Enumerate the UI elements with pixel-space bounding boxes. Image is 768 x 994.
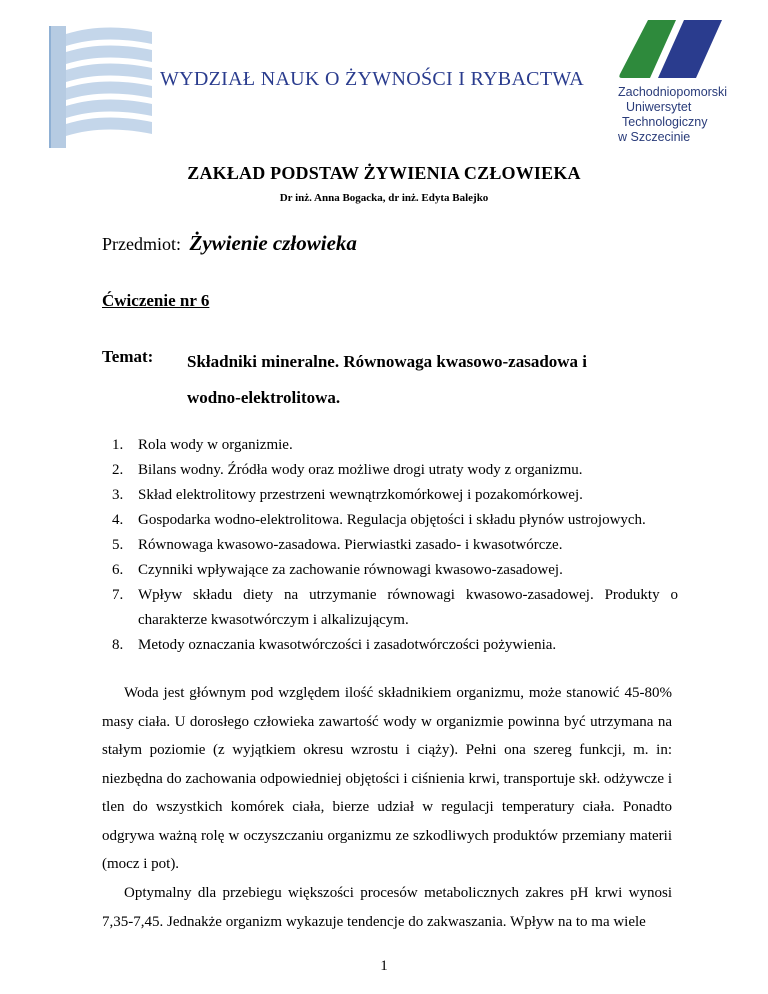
list-item bbox=[112, 483, 678, 508]
list-item bbox=[112, 633, 678, 658]
topic-list bbox=[112, 433, 678, 658]
list-item-text: Bilans wodny. Źródła wody oraz możliwe drogi utraty wody z organizmu. bbox=[138, 462, 583, 478]
list-item-text: Gospodarka wodno-elektrolitowa. Regulacja objętości i składu płynów ustrojowych. bbox=[138, 512, 646, 528]
list-item bbox=[112, 508, 678, 533]
university-line: Zachodniopomorski bbox=[618, 85, 728, 99]
list-item bbox=[112, 458, 678, 483]
list-item-text: Rola wody w organizmie. bbox=[138, 437, 293, 453]
topic-text bbox=[187, 344, 657, 416]
list-item-number: 7. bbox=[112, 587, 124, 603]
list-item-number: 4. bbox=[112, 512, 124, 528]
list-item-number: 3. bbox=[112, 487, 124, 503]
topic-label: Temat: bbox=[102, 347, 154, 366]
university-name bbox=[618, 85, 758, 145]
university-line: Technologiczny bbox=[622, 115, 708, 129]
body-paragraph: Woda jest głównym pod względem ilość składnikiem organizmu, może stanowić 45-80% masy ciała. U dorosłego człowieka zawartość wody w organizmie powinna być utrzymana na stałym poziomie (z wyjątkiem okresu wzrostu i ciąży). Pełni ona szereg funkcji, m. in: niezbędna do zachowania odpowiedniej objętości i ciśnienia krwi, transportuje skł. odżywcze i tlen do wszystkich komórek ciała, bierze udział w regulacji temperatury ciała. Ponadto odgrywa ważną rolę w oczyszczaniu organizmu ze szkodliwych produktów przemiany materii (mocz i pot). bbox=[102, 685, 672, 872]
topic-line: wodno-elektrolitowa. bbox=[187, 388, 341, 407]
subject-value: Żywienie człowieka bbox=[189, 231, 357, 255]
department-title: ZAKŁAD PODSTAW ŻYWIENIA CZŁOWIEKA bbox=[187, 163, 581, 183]
faculty-name: WYDZIAŁ NAUK O ŻYWNOŚCI I RYBACTWA bbox=[160, 68, 585, 90]
list-item bbox=[112, 558, 678, 583]
list-item-number: 5. bbox=[112, 537, 124, 553]
list-item-number: 2. bbox=[112, 462, 124, 478]
list-item-text: Wpływ składu diety na utrzymanie równowagi kwasowo-zasadowej. Produkty o charakterze kwasotwórczym i alkalizującym. bbox=[138, 587, 678, 628]
list-item-text: Czynniki wpływające za zachowanie równowagi kwasowo-zasadowej. bbox=[138, 562, 563, 578]
body-paragraph: Optymalny dla przebiegu większości procesów metabolicznych zakres pH krwi wynosi 7,35-7,45. Jednakże organizm wykazuje tendencje do zakwaszania. Wpływ na to ma wiele bbox=[102, 885, 672, 930]
list-item-number: 8. bbox=[112, 637, 124, 653]
topic-line: Składniki mineralne. Równowaga kwasowo-zasadowa i bbox=[187, 352, 588, 371]
subject-line bbox=[102, 231, 357, 256]
university-logo bbox=[618, 18, 726, 80]
list-item-number: 6. bbox=[112, 562, 124, 578]
exercise-title: Ćwiczenie nr 6 bbox=[102, 291, 210, 310]
list-item-text: Równowaga kwasowo-zasadowa. Pierwiastki zasado- i kwasotwórcze. bbox=[138, 537, 563, 553]
university-line: Uniwersytet bbox=[626, 100, 692, 114]
list-item bbox=[112, 433, 678, 458]
list-item-number: 1. bbox=[112, 437, 124, 453]
faculty-logo bbox=[44, 22, 156, 152]
list-item-text: Metody oznaczania kwasotwórczości i zasadotwórczości pożywienia. bbox=[138, 637, 557, 653]
list-item bbox=[112, 583, 678, 633]
list-item-text: Skład elektrolitowy przestrzeni wewnątrzkomórkowej i pozakomórkowej. bbox=[138, 487, 583, 503]
university-line: w Szczecinie bbox=[618, 130, 691, 144]
page-number: 1 bbox=[380, 958, 388, 974]
subject-label: Przedmiot: bbox=[102, 234, 181, 254]
list-item bbox=[112, 533, 678, 558]
authors-line: Dr inż. Anna Bogacka, dr inż. Edyta Balejko bbox=[279, 192, 489, 204]
